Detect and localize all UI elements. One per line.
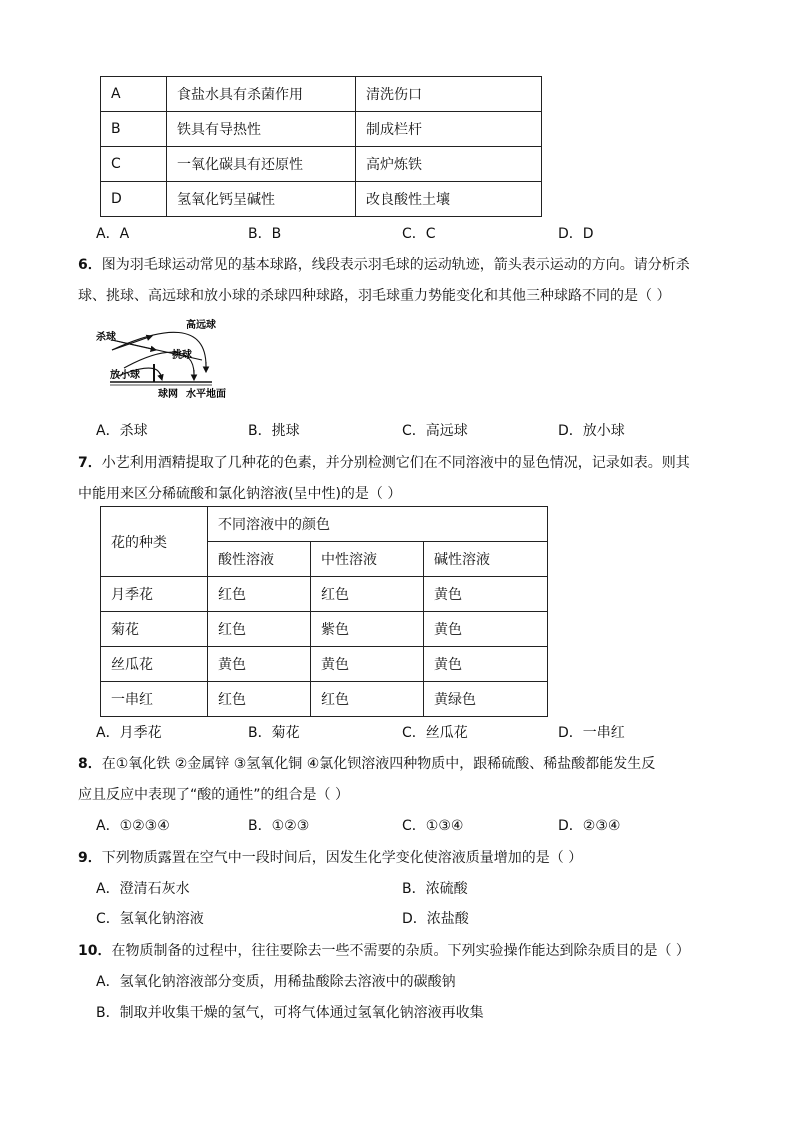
option-d[interactable]: D．一串红 (558, 725, 625, 741)
table-cell: 一氧化碳具有还原性 (167, 147, 356, 182)
option-d[interactable]: D．D (558, 226, 594, 242)
table-cell: 丝瓜花 (101, 647, 208, 682)
q6-line2: 球、挑球、高远球和放小球的杀球四种球路，羽毛球重力势能变化和其他三种球路不同的是（ ） (78, 288, 671, 304)
q7-line1: 7．小艺利用酒精提取了几种花的色素，并分别检测它们在不同溶液中的显色情况，记录如表。则其 (78, 455, 690, 471)
option-c[interactable]: C．①③④ (402, 818, 464, 834)
option-d[interactable]: D．浓盐酸 (402, 911, 469, 927)
q9-line1: 9．下列物质露置在空气中一段时间后，因发生化学变化使溶液质量增加的是（ ） (78, 850, 583, 866)
q10-option-b[interactable]: B．制取并收集干燥的氢气，可将气体通过氢氧化钠溶液再收集 (96, 1005, 484, 1021)
q9-options-row2 (96, 908, 736, 930)
question-number: 7． (78, 455, 102, 471)
option-a[interactable]: A．月季花 (96, 725, 162, 741)
table-cell: 红色 (208, 577, 311, 612)
q6-options (96, 420, 736, 442)
table-cell: B (101, 112, 167, 147)
table-cell: 食盐水具有杀菌作用 (167, 77, 356, 112)
table-cell: 黄色 (424, 612, 548, 647)
question-number: 6． (78, 257, 102, 273)
option-a[interactable]: A．杀球 (96, 423, 148, 439)
q5-table (100, 76, 542, 217)
table-header: 酸性溶液 (208, 542, 311, 577)
table-row (101, 647, 548, 682)
q6-line1: 6．图为羽毛球运动常见的基本球路，线段表示羽毛球的运动轨迹，箭头表示运动的方向。请分析杀 (78, 257, 690, 273)
label-dimian: 水平地面 (186, 389, 226, 400)
q10-option-a[interactable]: A．氢氧化钠溶液部分变质，用稀盐酸除去溶液中的碳酸钠 (96, 974, 456, 990)
table-cell: 红色 (208, 682, 311, 717)
option-d[interactable]: D．②③④ (558, 818, 621, 834)
q7-line2: 中能用来区分稀硫酸和氯化钠溶液(呈中性)的是（ ） (78, 486, 402, 502)
table-cell: 黄绿色 (424, 682, 548, 717)
label-tiao: 挑球 (172, 350, 192, 361)
table-cell: 黄色 (208, 647, 311, 682)
table-row (101, 182, 542, 217)
table-row (101, 147, 542, 182)
table-row (101, 77, 542, 112)
q7-options (96, 722, 736, 744)
table-cell: 紫色 (311, 612, 424, 647)
option-c[interactable]: C．丝瓜花 (402, 725, 468, 741)
table-header: 中性溶液 (311, 542, 424, 577)
table-cell: 黄色 (311, 647, 424, 682)
question-number: 10． (78, 943, 112, 959)
q8-options (96, 815, 736, 837)
table-cell: C (101, 147, 167, 182)
table-cell: 菊花 (101, 612, 208, 647)
table-cell: 制成栏杆 (356, 112, 542, 147)
table-cell: D (101, 182, 167, 217)
option-b[interactable]: B．浓硫酸 (402, 881, 468, 897)
label-qiuwang: 球网 (158, 389, 178, 400)
flower-color-table (100, 506, 548, 717)
table-cell: 黄色 (424, 577, 548, 612)
q10-line1: 10．在物质制备的过程中，往往要除去一些不需要的杂质。下列实验操作能达到除杂质目的是（ ） (78, 943, 690, 959)
table-cell: 氢氧化钙呈碱性 (167, 182, 356, 217)
table-cell: 黄色 (424, 647, 548, 682)
table-cell: 月季花 (101, 577, 208, 612)
label-fangxiao: 放小球 (110, 370, 140, 381)
badminton-trajectory-figure (94, 316, 244, 404)
table-cell: 清洗伤口 (356, 77, 542, 112)
option-b[interactable]: B．菊花 (248, 725, 300, 741)
label-sha: 杀球 (96, 332, 116, 343)
table-row (101, 612, 548, 647)
option-d[interactable]: D．放小球 (558, 423, 625, 439)
question-number: 8． (78, 756, 102, 772)
option-c[interactable]: C．高远球 (402, 423, 468, 439)
option-b[interactable]: B．B (248, 226, 282, 242)
table-header: 不同溶液中的颜色 (208, 507, 548, 542)
table-cell: 铁具有导热性 (167, 112, 356, 147)
option-c[interactable]: C．C (402, 226, 436, 242)
table-cell: 红色 (311, 577, 424, 612)
option-b[interactable]: B．①②③ (248, 818, 310, 834)
question-number: 9． (78, 850, 102, 866)
q5-options (96, 223, 736, 245)
table-cell: 红色 (208, 612, 311, 647)
q8-line2: 应且反应中表现了“酸的通性”的组合是（ ） (78, 787, 349, 803)
table-cell: 改良酸性土壤 (356, 182, 542, 217)
table-header: 花的种类 (101, 507, 208, 577)
table-cell: 红色 (311, 682, 424, 717)
table-cell: A (101, 77, 167, 112)
table-row (101, 682, 548, 717)
option-a[interactable]: A．①②③④ (96, 818, 170, 834)
option-b[interactable]: B．挑球 (248, 423, 300, 439)
table-row (101, 507, 548, 542)
table-cell: 高炉炼铁 (356, 147, 542, 182)
option-a[interactable]: A．A (96, 226, 130, 242)
option-c[interactable]: C．氢氧化钠溶液 (96, 911, 204, 927)
table-cell: 一串红 (101, 682, 208, 717)
q9-options-row1 (96, 878, 736, 900)
label-gaoyuan: 高远球 (186, 320, 216, 331)
table-header: 碱性溶液 (424, 542, 548, 577)
q8-line1: 8．在①氧化铁 ②金属锌 ③氢氧化铜 ④氯化钡溶液四种物质中，跟稀硫酸、稀盐酸都能发生反 (78, 756, 656, 772)
table-row (101, 577, 548, 612)
option-a[interactable]: A．澄清石灰水 (96, 881, 190, 897)
table-row (101, 112, 542, 147)
